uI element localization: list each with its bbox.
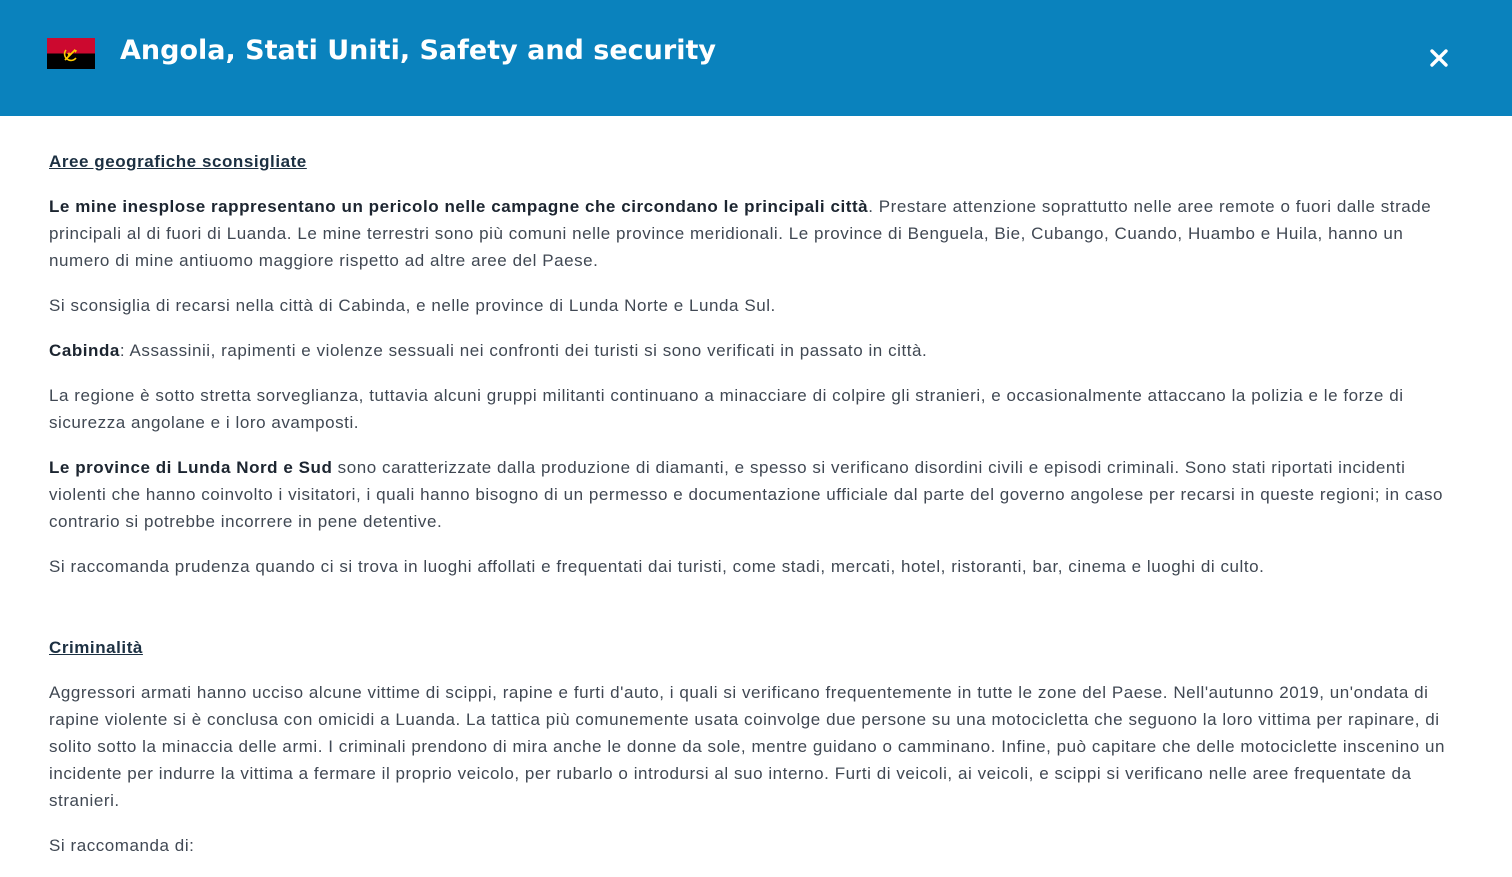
- paragraph-text: . Prestare attenzione soprattutto nelle aree remote o fuori dalle strade principali al di fuori di Luanda. Le mine terrestri sono più comuni nelle province meridionali. Le province di Benguela, Bie, Cubango, Cuando, Huambo e Huila, hanno un numero di mine antiuomo maggiore rispetto ad altre aree del Paese.: [49, 197, 1432, 270]
- paragraph-si-raccomanda: [49, 832, 1467, 859]
- section-heading-aree-geografiche: Aree geografiche sconsigliate: [49, 152, 307, 171]
- paragraph-bold-lead: Le province di Lunda Nord e Sud: [49, 458, 333, 477]
- paragraph-lunda-nord-sud: [49, 454, 1467, 535]
- paragraph-bold-lead: Le mine inesplose rappresentano un pericolo nelle campagne che circondano le principali città: [49, 197, 869, 216]
- modal-title: Angola, Stati Uniti, Safety and security: [120, 35, 716, 66]
- paragraph-mine: [49, 193, 1467, 274]
- paragraph-text: : Assassinii, rapimenti e violenze sessuali nei confronti dei turisti si sono verificati in passato in città.: [119, 341, 928, 360]
- section-heading-criminalita: Criminalità: [49, 638, 143, 657]
- paragraph-prudenza: [49, 553, 1467, 580]
- paragraph-bold-lead: Cabinda: [49, 341, 120, 360]
- paragraph-text: Si sconsiglia di recarsi nella città di Cabinda, e nelle province di Lunda Norte e Lunda Sul.: [49, 296, 776, 315]
- paragraph-text: sono caratterizzate dalla produzione di diamanti, e spesso si verificano disordini civili e episodi criminali. Sono stati riportati incidenti violenti che hanno coinvolto i visitatori, i quali hanno bisogno di un permesso e documentazione ufficiale dal parte del governo angolese per recarsi in queste regioni; in caso contrario si potrebbe incorrere in pene detentive.: [49, 458, 1444, 531]
- close-icon[interactable]: [1422, 41, 1456, 75]
- paragraph-regione-sorveglianza: [49, 382, 1467, 436]
- angola-flag-icon: [47, 38, 95, 69]
- paragraph-aggressori: [49, 679, 1467, 814]
- modal-body: [49, 148, 1467, 877]
- modal-header: [0, 0, 1512, 116]
- paragraph-cabinda-lunda-warning: [49, 292, 1467, 319]
- paragraph-text: Si raccomanda prudenza quando ci si trova in luoghi affollati e frequentati dai turisti, come stadi, mercati, hotel, ristoranti, bar, cinema e luoghi di culto.: [49, 557, 1265, 576]
- paragraph-cabinda: [49, 337, 1467, 364]
- paragraph-text: La regione è sotto stretta sorveglianza, tuttavia alcuni gruppi militanti continuano a minacciare di colpire gli stranieri, e occasionalmente attaccano la polizia e le forze di sicurezza angolane e i loro avamposti.: [49, 386, 1404, 432]
- paragraph-text: Aggressori armati hanno ucciso alcune vittime di scippi, rapine e furti d'auto, i quali si verificano frequentemente in tutte le zone del Paese. Nell'autunno 2019, un'ondata di rapine violente si è conclusa con omicidi a Luanda. La tattica più comunemente usata coinvolge due persone su una motocicletta che seguono la loro vittima per rapinare, di solito sotto la minaccia delle armi. I criminali prendono di mira anche le donne da sole, mentre guidano o camminano. Infine, può capitare che delle motociclette inscenino un incidente per indurre la vittima a fermare il proprio veicolo, per rubarlo o introdursi al suo interno. Furti di veicoli, ai veicoli, e scippi si verificano nelle aree frequentate da stranieri.: [49, 683, 1445, 810]
- paragraph-text: Si raccomanda di:: [49, 836, 195, 855]
- close-button[interactable]: [1422, 41, 1456, 75]
